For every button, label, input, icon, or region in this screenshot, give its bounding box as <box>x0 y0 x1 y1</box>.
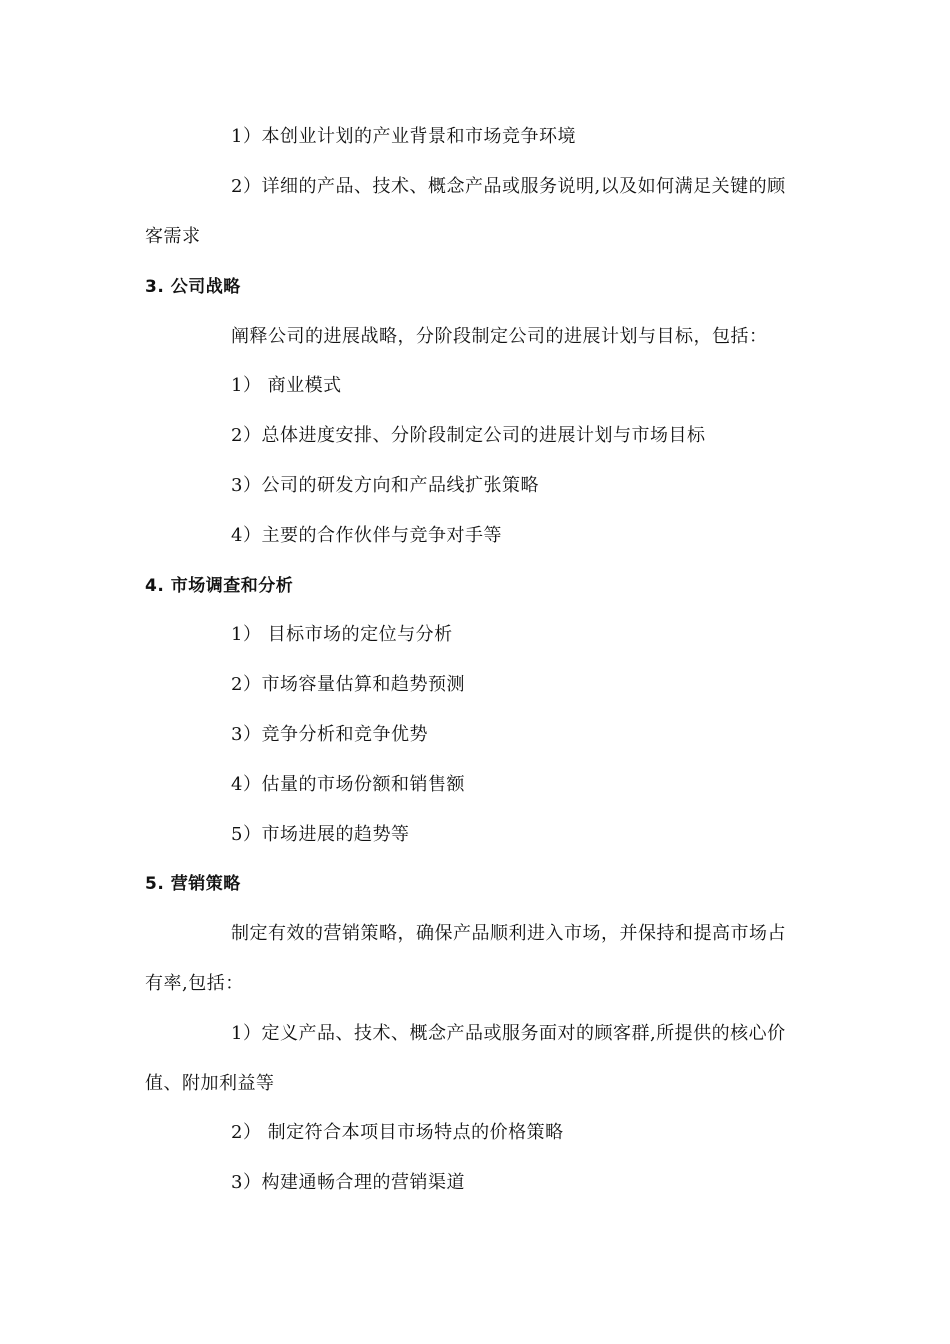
list-item: 1）本创业计划的产业背景和市场竞争环境 <box>231 126 576 147</box>
list-item: 4）主要的合作伙伴与竞争对手等 <box>231 525 502 546</box>
section-heading: 4. 市场调查和分析 <box>145 576 294 596</box>
list-item: 3）公司的研发方向和产品线扩张策略 <box>231 475 539 496</box>
paragraph-continuation: 有率,包括： <box>145 973 244 994</box>
list-item: 3）构建通畅合理的营销渠道 <box>231 1172 465 1193</box>
list-item: 1）定义产品、技术、概念产品或服务面对的顾客群,所提供的核心价 <box>231 1023 786 1044</box>
list-item: 1） 商业模式 <box>231 375 342 396</box>
section-heading: 5. 营销策略 <box>145 874 241 894</box>
paragraph: 制定有效的营销策略，确保产品顺利进入市场，并保持和提高市场占 <box>231 923 786 944</box>
section-heading: 3. 公司战略 <box>145 277 241 297</box>
list-item-continuation: 值、附加利益等 <box>145 1073 275 1094</box>
paragraph: 阐释公司的进展战略，分阶段制定公司的进展计划与目标，包括： <box>231 326 768 347</box>
list-item-continuation: 客需求 <box>145 226 201 247</box>
list-item: 5）市场进展的趋势等 <box>231 824 410 845</box>
list-item: 2）详细的产品、技术、概念产品或服务说明,以及如何满足关键的顾 <box>231 176 786 197</box>
list-item: 2） 制定符合本项目市场特点的价格策略 <box>231 1122 564 1143</box>
list-item: 2）总体进度安排、分阶段制定公司的进展计划与市场目标 <box>231 425 706 446</box>
list-item: 2）市场容量估算和趋势预测 <box>231 674 465 695</box>
list-item: 3）竞争分析和竞争优势 <box>231 724 428 745</box>
list-item: 4）估量的市场份额和销售额 <box>231 774 465 795</box>
list-item: 1） 目标市场的定位与分析 <box>231 624 453 645</box>
